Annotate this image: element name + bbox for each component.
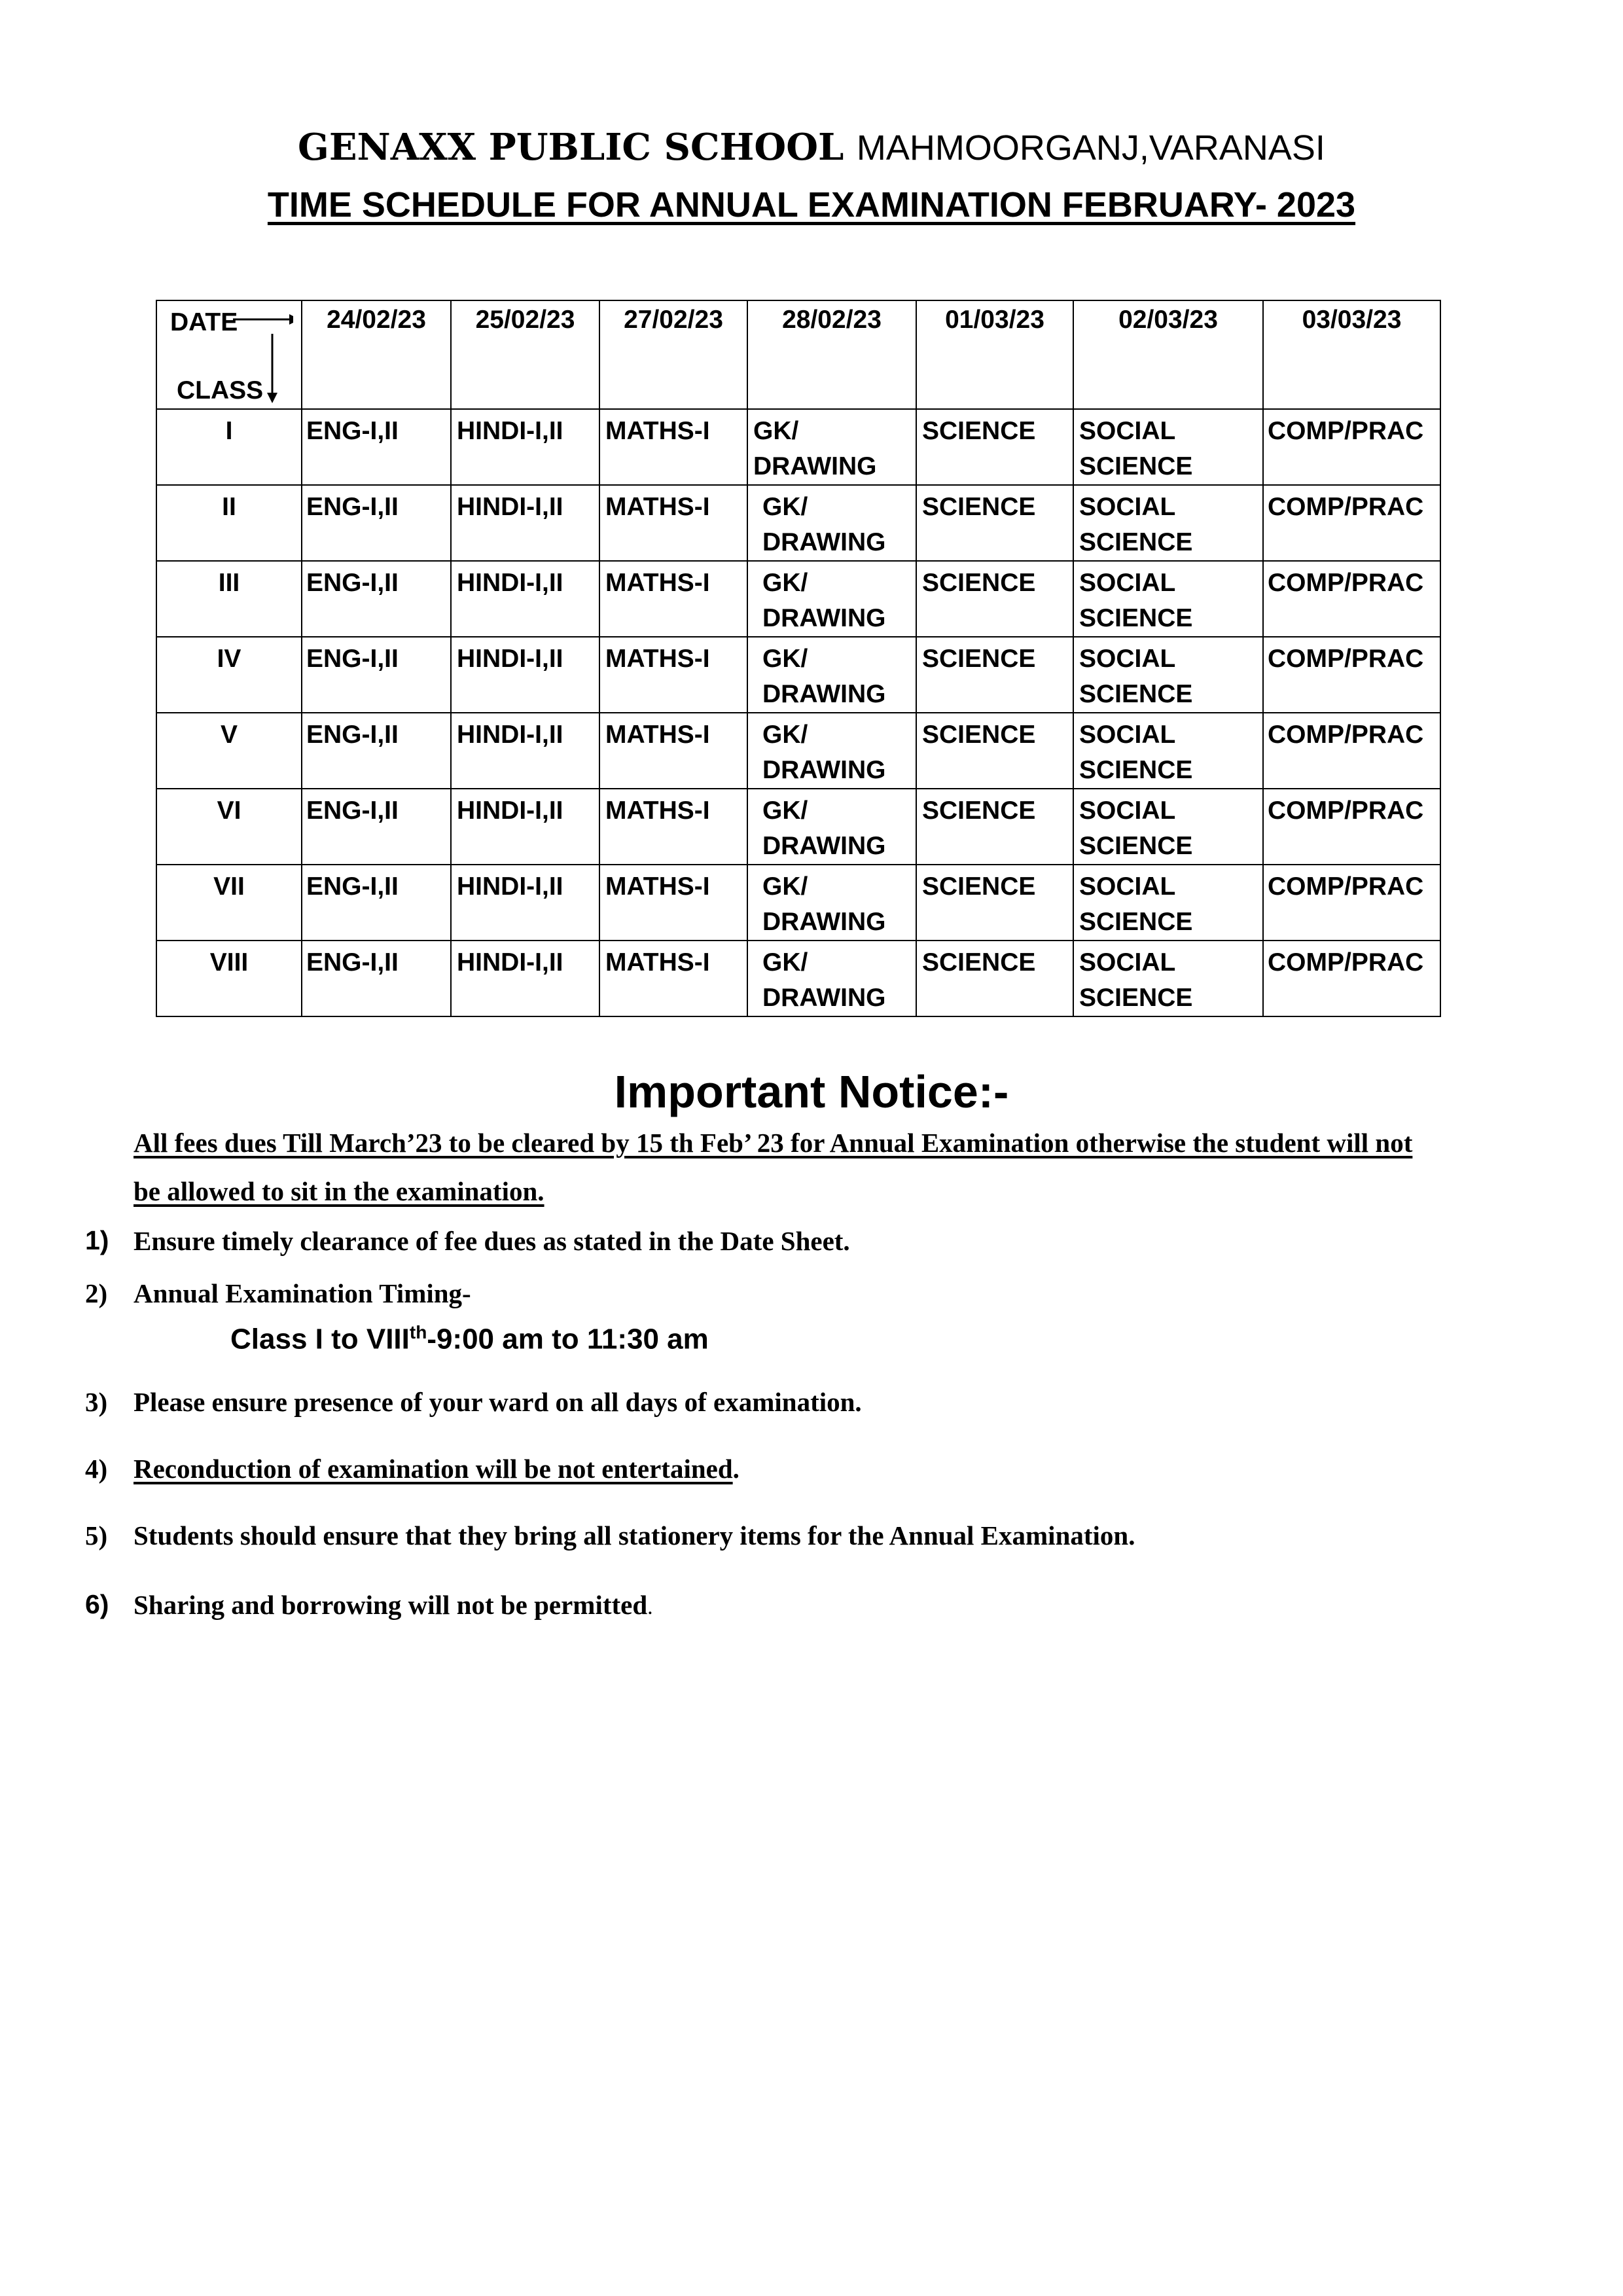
subject-cell: GK/ DRAWING: [747, 409, 916, 485]
subject-cell: ENG-I,II: [302, 637, 451, 713]
subject-cell: MATHS-I: [599, 865, 747, 941]
subject-cell: MATHS-I: [599, 637, 747, 713]
timing-suffix: -9:00 am to 11:30 am: [427, 1323, 709, 1355]
subject-cell: MATHS-I: [599, 485, 747, 561]
corner-class-label: CLASS: [177, 376, 264, 404]
subject-cell: MATHS-I: [599, 561, 747, 637]
subject-cell: ENG-I,II: [302, 409, 451, 485]
subject-cell: SOCIAL SCIENCE: [1073, 865, 1263, 941]
item-suffix: .: [732, 1454, 740, 1484]
subject-cell: SCIENCE: [916, 485, 1073, 561]
subject-cell: SCIENCE: [916, 713, 1073, 789]
class-cell: IV: [156, 637, 302, 713]
notice-item-number: 4): [85, 1454, 108, 1484]
notice-item-number: 6): [85, 1589, 109, 1619]
subject-cell: MATHS-I: [599, 409, 747, 485]
subject-cell: SOCIAL SCIENCE: [1073, 561, 1263, 637]
class-cell: VI: [156, 789, 302, 865]
date-header: 28/02/23: [747, 300, 916, 409]
subject-cell: COMP/PRAC: [1263, 485, 1440, 561]
subject-cell: ENG-I,II: [302, 789, 451, 865]
subject-cell: SOCIAL SCIENCE: [1073, 637, 1263, 713]
school-title: [0, 126, 1623, 169]
subject-cell: SOCIAL SCIENCE: [1073, 789, 1263, 865]
subject-cell: MATHS-I: [599, 713, 747, 789]
table-row: [156, 637, 1440, 713]
schedule-subtitle: [0, 185, 1623, 225]
subject-cell: ENG-I,II: [302, 485, 451, 561]
timing-superscript: th: [409, 1322, 427, 1342]
subject-cell: HINDI-I,II: [451, 409, 599, 485]
fees-notice-line1: All fees dues Till March’23 to be cleared by 15 th Feb’ 23 for Annual Examination otherwise the student will not: [134, 1128, 1413, 1158]
class-cell: III: [156, 561, 302, 637]
notice-item-text: [134, 1589, 653, 1621]
subject-cell: MATHS-I: [599, 789, 747, 865]
sharing-text: Sharing and borrowing will not be permitted: [134, 1590, 648, 1620]
subject-cell: COMP/PRAC: [1263, 941, 1440, 1016]
date-header: 25/02/23: [451, 300, 599, 409]
class-cell: II: [156, 485, 302, 561]
subject-cell: COMP/PRAC: [1263, 637, 1440, 713]
table-row: [156, 789, 1440, 865]
table-row: [156, 561, 1440, 637]
subject-cell: HINDI-I,II: [451, 941, 599, 1016]
subject-cell: ENG-I,II: [302, 941, 451, 1016]
subject-cell: SCIENCE: [916, 409, 1073, 485]
subject-cell: ENG-I,II: [302, 865, 451, 941]
subject-cell: MATHS-I: [599, 941, 747, 1016]
subject-cell: SOCIAL SCIENCE: [1073, 485, 1263, 561]
subject-cell: GK/ DRAWING: [747, 485, 916, 561]
notice-item-number: 5): [85, 1520, 108, 1551]
subject-cell: GK/ DRAWING: [747, 561, 916, 637]
exam-schedule-table: [156, 300, 1441, 1017]
corner-cell: [156, 300, 302, 409]
table-row: [156, 865, 1440, 941]
date-header: 27/02/23: [599, 300, 747, 409]
subject-cell: SCIENCE: [916, 865, 1073, 941]
school-location: MAHMOORGANJ,VARANASI: [856, 128, 1325, 168]
subject-cell: HINDI-I,II: [451, 637, 599, 713]
notice-item-number: 1): [85, 1225, 109, 1255]
table-row: [156, 409, 1440, 485]
notice-item-text: [134, 1453, 740, 1484]
class-cell: VIII: [156, 941, 302, 1016]
subject-cell: GK/ DRAWING: [747, 637, 916, 713]
subject-cell: SOCIAL SCIENCE: [1073, 409, 1263, 485]
item-suffix: .: [647, 1595, 653, 1619]
date-header: 24/02/23: [302, 300, 451, 409]
subject-cell: HINDI-I,II: [451, 865, 599, 941]
date-header: 02/03/23: [1073, 300, 1263, 409]
subject-cell: SOCIAL SCIENCE: [1073, 941, 1263, 1016]
subtitle-text: TIME SCHEDULE FOR ANNUAL EXAMINATION FEBRUARY- 2023: [267, 185, 1356, 224]
subject-cell: COMP/PRAC: [1263, 561, 1440, 637]
subject-cell: GK/ DRAWING: [747, 865, 916, 941]
subject-cell: COMP/PRAC: [1263, 865, 1440, 941]
subject-cell: HINDI-I,II: [451, 713, 599, 789]
table-row: [156, 713, 1440, 789]
notice-item-number: 3): [85, 1387, 108, 1417]
table-row: [156, 941, 1440, 1016]
subject-cell: HINDI-I,II: [451, 789, 599, 865]
subject-cell: HINDI-I,II: [451, 485, 599, 561]
subject-cell: GK/ DRAWING: [747, 941, 916, 1016]
reconduction-text: Reconduction of examination will be not entertained: [134, 1454, 733, 1484]
subject-cell: SCIENCE: [916, 941, 1073, 1016]
corner-date-label: DATE: [170, 308, 238, 336]
fees-notice-line2: be allowed to sit in the examination.: [134, 1176, 544, 1206]
school-name: GENAXX PUBLIC SCHOOL: [298, 126, 844, 169]
date-header: 03/03/23: [1263, 300, 1440, 409]
subject-cell: ENG-I,II: [302, 561, 451, 637]
subject-cell: SCIENCE: [916, 789, 1073, 865]
subject-cell: COMP/PRAC: [1263, 409, 1440, 485]
subject-cell: ENG-I,II: [302, 713, 451, 789]
subject-cell: SCIENCE: [916, 561, 1073, 637]
subject-cell: GK/ DRAWING: [747, 713, 916, 789]
subject-cell: COMP/PRAC: [1263, 789, 1440, 865]
class-cell: I: [156, 409, 302, 485]
notice-title: Important Notice:-: [614, 1066, 1009, 1117]
subject-cell: SCIENCE: [916, 637, 1073, 713]
subject-cell: HINDI-I,II: [451, 561, 599, 637]
notice-item-text: Please ensure presence of your ward on all days of examination.: [134, 1387, 862, 1417]
table-row: [156, 485, 1440, 561]
subject-cell: COMP/PRAC: [1263, 713, 1440, 789]
table-header-row: [156, 300, 1440, 409]
notice-item-text: Ensure timely clearance of fee dues as stated in the Date Sheet.: [134, 1226, 850, 1256]
subject-cell: GK/ DRAWING: [747, 789, 916, 865]
notice-item-number: 2): [85, 1278, 108, 1308]
timing-prefix: Class I to VIII: [230, 1323, 410, 1355]
class-cell: V: [156, 713, 302, 789]
subject-cell: SOCIAL SCIENCE: [1073, 713, 1263, 789]
notice-item-text: Students should ensure that they bring all stationery items for the Annual Examination.: [134, 1520, 1135, 1551]
date-header: 01/03/23: [916, 300, 1073, 409]
exam-timing: [230, 1322, 709, 1356]
notice-item-text: Annual Examination Timing-: [134, 1278, 471, 1308]
class-cell: VII: [156, 865, 302, 941]
